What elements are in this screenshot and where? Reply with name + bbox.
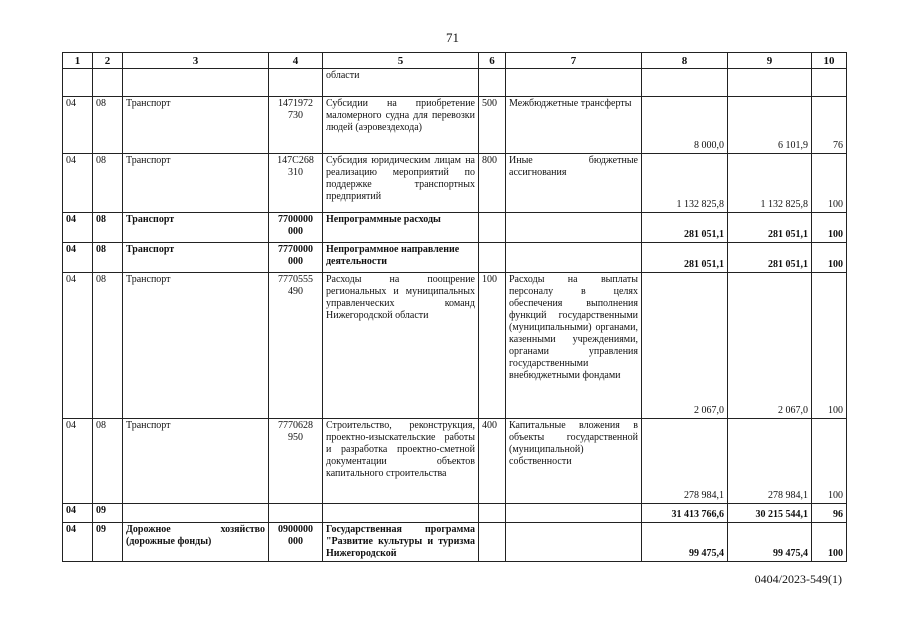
section-code: 04: [63, 154, 93, 213]
column-header: 1: [63, 53, 93, 69]
subsection-name: Транспорт: [123, 273, 269, 419]
article-name: Субсидия юридическим лицам на реализацию мероприятий по поддержке транспортных предприятий: [323, 154, 479, 213]
section-code: 04: [63, 273, 93, 419]
planned-amount: [642, 69, 728, 97]
expense-type-code: 800: [479, 154, 506, 213]
subsection-name: Транспорт: [123, 97, 269, 154]
table-row: [63, 273, 847, 419]
expense-type-name: [506, 69, 642, 97]
execution-percent: 100: [812, 213, 847, 243]
expense-type-code: 400: [479, 419, 506, 504]
target-article-code: 7770628 950: [269, 419, 323, 504]
subsection-name: Дорожное хозяйство (дорожные фонды): [123, 523, 269, 562]
table-row: [63, 213, 847, 243]
table-header-row: [63, 53, 847, 69]
expense-type-name: [506, 213, 642, 243]
target-article-code: [269, 69, 323, 97]
article-name: Государственная программа "Развитие культуры и туризма Нижегородской: [323, 523, 479, 562]
article-name: Непрограммные расходы: [323, 213, 479, 243]
table-row: [63, 243, 847, 273]
section-code: 04: [63, 243, 93, 273]
execution-percent: 100: [812, 419, 847, 504]
executed-amount: 278 984,1: [728, 419, 812, 504]
document-code: 0404/2023-549(1): [754, 572, 842, 586]
subsection-code: 09: [93, 504, 123, 523]
planned-amount: 281 051,1: [642, 243, 728, 273]
subsection-code: 09: [93, 523, 123, 562]
planned-amount: 1 132 825,8: [642, 154, 728, 213]
planned-amount: 281 051,1: [642, 213, 728, 243]
column-header: 3: [123, 53, 269, 69]
article-name: Субсидии на приобретение маломерного судна для перевозки людей (аэровездехода): [323, 97, 479, 154]
target-article-code: 1471972 730: [269, 97, 323, 154]
execution-percent: [812, 69, 847, 97]
expense-type-name: [506, 504, 642, 523]
article-name: Непрограммное направление деятельности: [323, 243, 479, 273]
section-code: 04: [63, 504, 93, 523]
expense-type-code: 500: [479, 97, 506, 154]
execution-percent: 100: [812, 273, 847, 419]
target-article-code: 7700000 000: [269, 213, 323, 243]
subsection-name: Транспорт: [123, 243, 269, 273]
executed-amount: 99 475,4: [728, 523, 812, 562]
column-header: 5: [323, 53, 479, 69]
subsection-code: [93, 69, 123, 97]
planned-amount: 2 067,0: [642, 273, 728, 419]
execution-percent: 100: [812, 154, 847, 213]
executed-amount: 281 051,1: [728, 213, 812, 243]
article-name: [323, 504, 479, 523]
execution-percent: 100: [812, 243, 847, 273]
subsection-code: 08: [93, 419, 123, 504]
column-header: 7: [506, 53, 642, 69]
expense-type-code: 100: [479, 273, 506, 419]
table-row: [63, 97, 847, 154]
column-header: 2: [93, 53, 123, 69]
column-header: 10: [812, 53, 847, 69]
expense-type-code: [479, 213, 506, 243]
subsection-code: 08: [93, 154, 123, 213]
target-article-code: 7770000 000: [269, 243, 323, 273]
column-header: 4: [269, 53, 323, 69]
target-article-code: 147C268 310: [269, 154, 323, 213]
planned-amount: 31 413 766,6: [642, 504, 728, 523]
expense-type-name: Межбюджетные трансферты: [506, 97, 642, 154]
executed-amount: 6 101,9: [728, 97, 812, 154]
executed-amount: [728, 69, 812, 97]
page-number: 71: [446, 30, 459, 45]
target-article-code: 7770555 490: [269, 273, 323, 419]
section-code: 04: [63, 213, 93, 243]
table-row: [63, 419, 847, 504]
execution-percent: 100: [812, 523, 847, 562]
subsection-code: 08: [93, 97, 123, 154]
expense-type-name: [506, 523, 642, 562]
planned-amount: 99 475,4: [642, 523, 728, 562]
column-header: 9: [728, 53, 812, 69]
article-name: области: [323, 69, 479, 97]
expense-type-name: Иные бюджетные ассигнования: [506, 154, 642, 213]
subsection-name: Транспорт: [123, 213, 269, 243]
section-code: 04: [63, 419, 93, 504]
target-article-code: [269, 504, 323, 523]
subsection-name: Транспорт: [123, 419, 269, 504]
article-name: Строительство, реконструкция, проектно-изыскательские работы и разработка проектно-сметной документации объектов капитального строительства: [323, 419, 479, 504]
table-row: [63, 523, 847, 562]
expense-type-code: [479, 69, 506, 97]
planned-amount: 278 984,1: [642, 419, 728, 504]
expense-type-name: Капитальные вложения в объекты государственной (муниципальной) собственности: [506, 419, 642, 504]
executed-amount: 281 051,1: [728, 243, 812, 273]
table-row: [63, 504, 847, 523]
table-row: [63, 154, 847, 213]
table-row: [63, 69, 847, 97]
column-header: 8: [642, 53, 728, 69]
executed-amount: 1 132 825,8: [728, 154, 812, 213]
execution-percent: 76: [812, 97, 847, 154]
subsection-code: 08: [93, 243, 123, 273]
expense-type-code: [479, 523, 506, 562]
section-code: 04: [63, 97, 93, 154]
executed-amount: 2 067,0: [728, 273, 812, 419]
expense-type-name: Расходы на выплаты персоналу в целях обеспечения выполнения функций государственными (муниципальными) органами, казенными учреждениями, органами управления государственными внебюджетными фондами: [506, 273, 642, 419]
column-header: 6: [479, 53, 506, 69]
budget-table: [62, 52, 847, 562]
execution-percent: 96: [812, 504, 847, 523]
expense-type-code: [479, 504, 506, 523]
expense-type-code: [479, 243, 506, 273]
subsection-code: 08: [93, 213, 123, 243]
article-name: Расходы на поощрение региональных и муниципальных управленческих команд Нижегородской области: [323, 273, 479, 419]
target-article-code: 0900000 000: [269, 523, 323, 562]
subsection-name: [123, 504, 269, 523]
subsection-name: [123, 69, 269, 97]
subsection-name: Транспорт: [123, 154, 269, 213]
expense-type-name: [506, 243, 642, 273]
section-code: [63, 69, 93, 97]
section-code: 04: [63, 523, 93, 562]
executed-amount: 30 215 544,1: [728, 504, 812, 523]
subsection-code: 08: [93, 273, 123, 419]
planned-amount: 8 000,0: [642, 97, 728, 154]
